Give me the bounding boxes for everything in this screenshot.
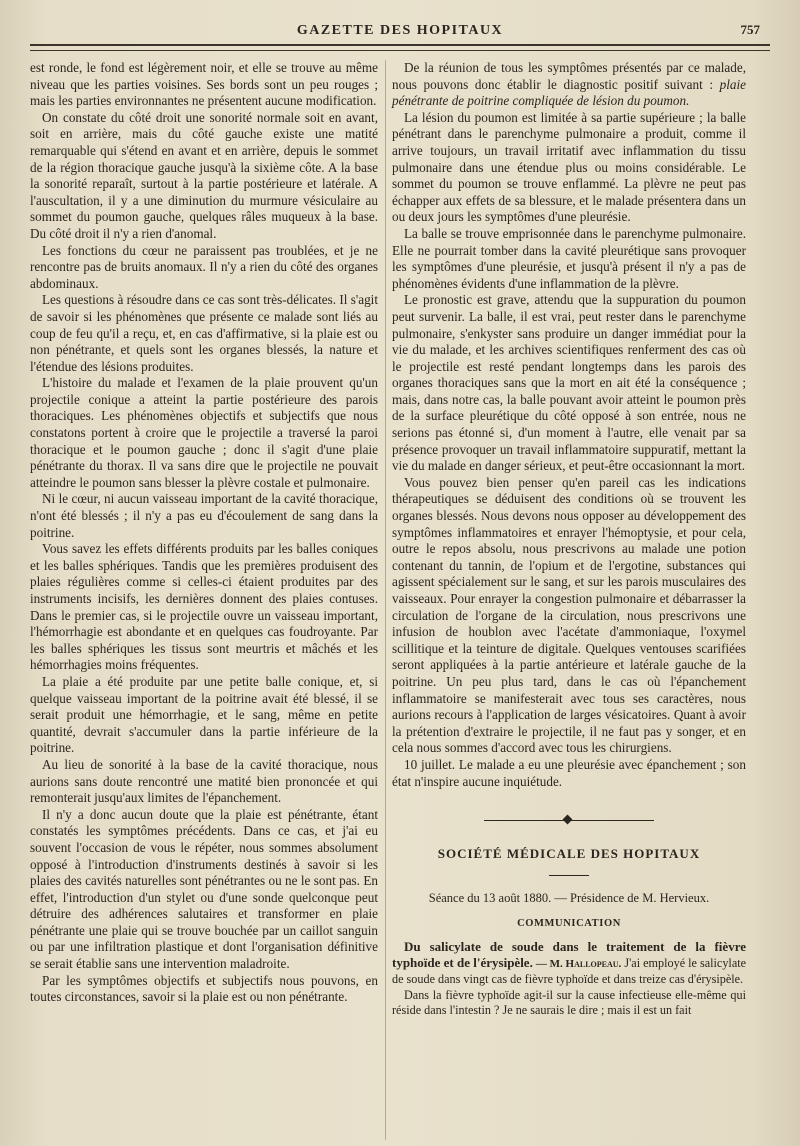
article-title: Du salicylate de soude dans le traitement de la fièvre typhoïde et de l'érysipèle. [392, 938, 746, 971]
diamond-ornament [563, 815, 573, 825]
short-rule [549, 875, 589, 876]
paragraph: Au lieu de sonorité à la base de la cavité thoracique, nous aurions sans doute rencontré une matité bien prononcée et qui remonterait jusqu'aux limites de l'épanchement. [30, 756, 378, 806]
paragraph: L'histoire du malade et l'examen de la plaie prouvent qu'un projectile conique a atteint la partie postérieure des parois thoraciques. Les phénomènes objectifs et subjectifs que nous constatons portent à croire que le projectile a traversé la paroi thoracique et le poumon gauche ; donc il s'agit d'une plaie pénétrante du thorax. Il va sans dire que le projectile ne pouvait atteindre le poumon sans blesser la plèvre costale et pulmonaire. [30, 375, 378, 490]
header-rule [30, 50, 770, 51]
paragraph: est ronde, le fond est légèrement noir, et elle se trouve au même niveau que les parties voisines. Ses bords sont un peu rouges ; mais les parties environnantes ne présentent aucune modification. [30, 60, 378, 109]
seance-line: Séance du 13 août 1880. — Présidence de M. Hervieux. [428, 890, 710, 905]
article-lead: J'ai employé le salicylate de soude dans vingt cas de fièvre typhoïde et dans treize cas d'érysipèle. [392, 956, 747, 987]
paragraph: Les fonctions du cœur ne paraissent pas troublées, et je ne rencontre pas de bruits anomaux. Il n'y a rien du côté des organes abdominaux. [30, 242, 378, 291]
ornamental-separator [484, 816, 654, 824]
paragraph: Le pronostic est grave, attendu que la suppuration du poumon peut survenir. La balle, il est vrai, peut rester dans le parenchyme pulmonaire, s'enkyster sans produire un danger immédiat pour la vie du malade, et les archives scientifiques renferment des cas où le projectile est resté pendant longtemps dans les parois des organes thoraciques sans que la mort en ait été la conséquence ; mais, dans notre cas, la balle pouvant avoir atteint le poumon près de la surface pleurétique du côté opposé à son entrée, nous ne serions pas étonné si, d'un moment à l'autre, elle venait par sa présence provoquer un travail inflammatoire suppuratif, mettant la vie du malade en danger sérieux, et peut-être occasionnant la mort. [392, 292, 746, 474]
page-header [30, 18, 770, 46]
page-number: 757 [740, 22, 760, 37]
paragraph: 10 juillet. Le malade a eu une pleurésie avec épanchement ; son état n'inspire aucune inquiétude. [392, 756, 746, 789]
article [392, 939, 746, 1018]
paragraph: Les questions à résoudre dans ce cas sont très-délicates. Il s'agit de savoir si les phénomènes que présente ce malade sont liés au coup de feu qu'il a reçu, et, en cas d'affirmative, si la plaie est ou non pénétrante, et quels sont les organes blessés, la nature et l'étendue des lésions produites. [30, 292, 378, 374]
paragraph: La plaie a été produite par une petite balle conique, et, si quelque vaisseau important de la poitrine avait été blessé, il se serait produit une hémorrhagie, et le sang, même en petite quantité, devrait s'accumuler dans la partie inférieure de la poitrine. [30, 673, 378, 756]
communication-label: COMMUNICATION [517, 918, 621, 930]
diagnosis-paragraph [392, 60, 746, 110]
column-separator [385, 60, 386, 1140]
paragraph: Par les symptômes objectifs et subjectifs nous pouvons, en toutes circonstances, savoir si la plaie est ou non pénétrante. [30, 972, 378, 1005]
paragraph: La lésion du poumon est limitée à sa partie supérieure ; la balle pénétrant dans le parenchyme pulmonaire a produit, comme il arrive toujours, un travail irritatif avec inflammation du tissu pulmonaire dans une étendue plus ou moins considérable. Le sommet du poumon se trouve enflammé. La plèvre ne peut pas échapper aux effets de sa blessure, et le malade présentera dans un ou deux jours les symptômes d'une pleurésie. [392, 109, 746, 225]
right-column [392, 60, 746, 1018]
article-first-paragraph [392, 939, 746, 988]
paragraph: La balle se trouve emprisonnée dans le parenchyme pulmonaire. Elle ne pourrait tomber dans la cavité pleurétique sans provoquer les symptômes d'une pleurésie, et jusqu'à présent il n'y a pas de phénomènes évidents d'une inflammation de la plèvre. [392, 225, 746, 291]
diagnosis-lead: De la réunion de tous les symptômes présentés par ce malade, nous pouvons donc établir le diagnostic positif suivant : [392, 60, 746, 92]
paragraph: Il n'y a donc aucun doute que la plaie est pénétrante, étant constatés les symptômes précédents. Dans ce cas, et j'ai eu souvent l'occasion de vous le répéter, nous sommes absolument opposé à l'introduction d'instruments destinés à savoir si les plaies des cavités naturelles sont pénétrantes ou ne le sont pas. En effet, l'introduction d'un stylet ou d'une sonde quelconque peut détruire des adhérences salutaires et transformer en plaie pénétrante une plaie qui se trouve bouchée par un caillot sanguin ou par une infiltration plastique et dont l'organisation définitive se serait établie sans une intervention maladroite. [30, 806, 378, 972]
section-title: SOCIÉTÉ MÉDICALE DES HOPITAUX [437, 846, 701, 862]
diagnosis-italic: plaie pénétrante de poitrine compliquée de lésion du poumon. [392, 76, 747, 109]
journal-title: GAZETTE DES HOPITAUX [296, 23, 504, 38]
paragraph: Vous pouvez bien penser qu'en pareil cas les indications thérapeutiques se déduisent des conditions où se trouvent les organes blessés. Nous devons nous opposer au développement des symptômes inflammatoires et enrayer l'hémoptysie, et pour cela, outre le repos absolu, nous prescrivons au malade une potion contenant du tannin, de l'opium et de l'ergotine, substances qui agissent spécialement sur le sang, et sur les parois musculaires des vaisseaux. Pour enrayer la congestion pulmonaire et débarrasser la circulation de l'organe de la circulation, nous prescrivons une infusion de houblon avec l'acétate d'ammoniaque, l'oxymel scillitique et la teinture de digitale. Quelques ventouses scarifiées seront appliquées à la partie antérieure et latérale gauche de la poitrine. Un peu plus tard, dans le cas où l'épanchement inflammatoire se manifesterait avec tous ses caractères, nous aurions recours à l'application de larges vésicatoires. Quant à avoir la prétention d'extraire le projectile, il ne faut pas y songer, et en cela nous sommes d'accord avec tous les chirurgiens. [392, 474, 746, 756]
paragraph: Dans la fièvre typhoïde agit-il sur la cause infectieuse elle-même qui réside dans l'intestin ? Je ne saurais le dire ; mais il est un fait [392, 987, 746, 1017]
paragraph: Vous savez les effets différents produits par les balles coniques et les balles sphériques. Tandis que les premières produisent des plaies régulières comme si celles-ci étaient produites par des instruments incisifs, les dernières donnent des plaies contuses. Dans le premier cas, si le projectile ouvre un vaisseau important, l'hémorrhagie est abondante et en quelques cas foudroyante. Par les balles sphériques les tissus sont meurtris et mâchés et les hémorrhagies moins fréquentes. [30, 541, 378, 673]
paragraph: On constate du côté droit une sonorité normale soit en avant, soit en arrière, mais du côté gauche existe une matité remarquable qui s'étend en avant et en arrière, depuis le sommet de la région thoracique gauche jusqu'à la sixième côte. A la base la sonorité reparaît, surtout à la partie postérieure et latérale. A l'auscultation, il y a une diminution du murmure vésiculaire au sommet du poumon gauche, quelques râles muqueux à la base. Du côté droit il n'y a rien d'anomal. [30, 109, 378, 241]
paragraph: Ni le cœur, ni aucun vaisseau important de la cavité thoracique, n'ont été blessés ; il n'y a pas eu d'écoulement de sang dans la poitrine. [30, 491, 378, 540]
left-column [30, 60, 378, 1006]
article-author: — M. Hallopeau. [535, 958, 622, 971]
